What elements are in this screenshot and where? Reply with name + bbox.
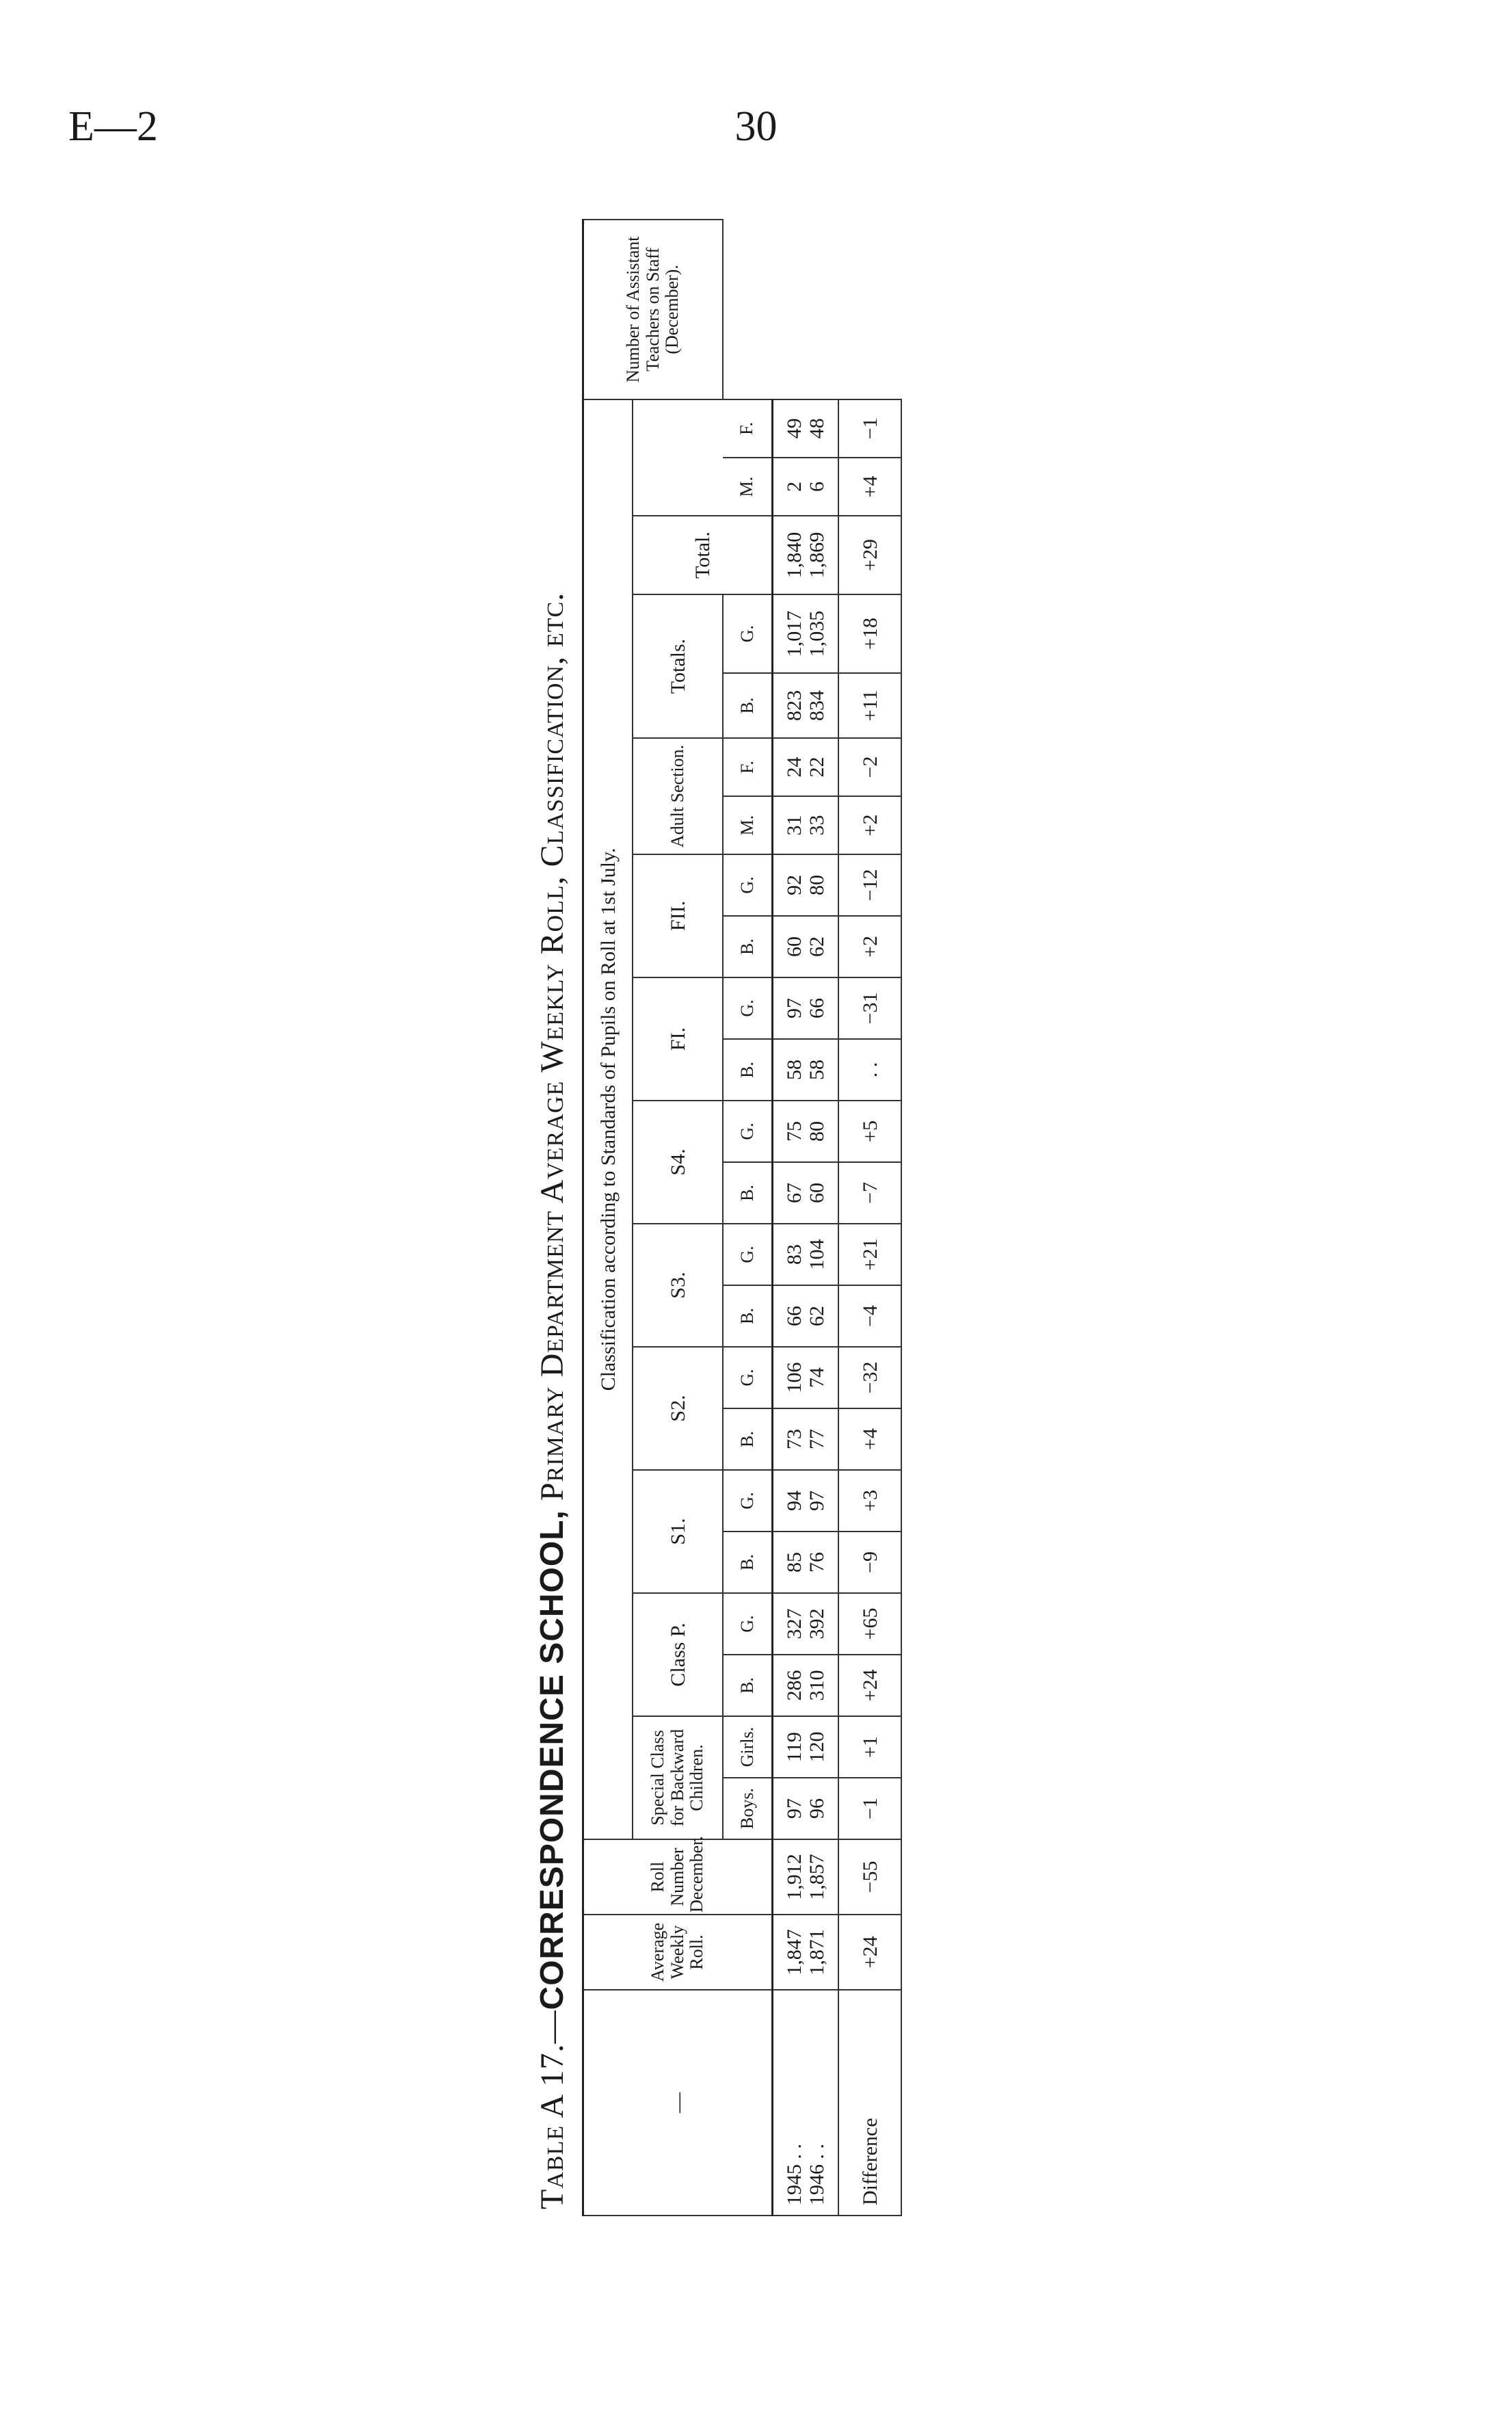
table-cell: −12 <box>838 854 901 916</box>
header-class-p-g: G. <box>723 1593 773 1655</box>
table-cell: 62 <box>806 916 838 977</box>
header-totals: Totals. <box>633 594 723 738</box>
table-cell: 1,840 <box>773 516 806 594</box>
header-s4-g: G. <box>723 1101 773 1162</box>
header-s2-g: G. <box>723 1347 773 1408</box>
table-cell: 74 <box>806 1347 838 1408</box>
table-cell: −32 <box>838 1347 901 1408</box>
table-cell: +29 <box>838 516 901 594</box>
page-code: E—2 <box>68 103 158 150</box>
header-totals-b: B. <box>723 673 773 738</box>
table-cell: . . <box>838 1039 901 1101</box>
header-roll-number-december: Roll Number December. <box>583 1839 773 1915</box>
table-cell: 60 <box>806 1162 838 1224</box>
rotated-table-block <box>533 219 1012 2216</box>
table-cell: 49 <box>773 399 806 458</box>
table-row <box>838 220 901 2216</box>
header-avg-weekly-roll: Average Weekly Roll. <box>583 1915 773 1990</box>
table-cell: 33 <box>806 796 838 854</box>
table-cell: +24 <box>838 1655 901 1716</box>
table-cell: +1 <box>838 1716 901 1778</box>
table-cell: 31 <box>773 796 806 854</box>
table-cell: 119 <box>773 1716 806 1778</box>
header-f1-g: G. <box>723 977 773 1039</box>
table-cell: 97 <box>773 1778 806 1839</box>
table-cell: 80 <box>806 1101 838 1162</box>
table-cell: −55 <box>838 1839 901 1915</box>
table-row <box>773 220 806 2216</box>
table-cell: 1,871 <box>806 1915 838 1990</box>
table-cell: 310 <box>806 1655 838 1716</box>
table-cell: 1,869 <box>806 516 838 594</box>
table-cell: +24 <box>838 1915 901 1990</box>
table-cell: −31 <box>838 977 901 1039</box>
table-cell: 834 <box>806 673 838 738</box>
table-cell: 80 <box>806 854 838 916</box>
table-cell: 392 <box>806 1593 838 1655</box>
table-cell: +4 <box>838 458 901 516</box>
table-cell: 97 <box>773 977 806 1039</box>
title-prefix: Table A 17.— <box>534 2010 570 2209</box>
header-classification: Classification according to Standards of Pupils on Roll at 1st July. <box>583 399 633 1839</box>
table-cell: 120 <box>806 1716 838 1778</box>
table-cell: 106 <box>773 1347 806 1408</box>
table-cell: 66 <box>773 1285 806 1347</box>
header-s1: S1. <box>633 1470 723 1593</box>
table-cell: 75 <box>773 1101 806 1162</box>
table-cell: 97 <box>806 1470 838 1532</box>
table-cell: 58 <box>806 1039 838 1101</box>
table-cell: +2 <box>838 916 901 977</box>
header-s2-b: B. <box>723 1408 773 1470</box>
table-cell: 1,017 <box>773 594 806 673</box>
table-cell: −1 <box>838 1778 901 1839</box>
table-cell: 1,035 <box>806 594 838 673</box>
table-cell: 92 <box>773 854 806 916</box>
table-cell: 823 <box>773 673 806 738</box>
table-cell: +2 <box>838 796 901 854</box>
table-cell: 94 <box>773 1470 806 1532</box>
header-class-p-b: B. <box>723 1655 773 1716</box>
header-adult-m: M. <box>723 796 773 854</box>
table-cell: 66 <box>806 977 838 1039</box>
table-cell: 67 <box>773 1162 806 1224</box>
row-label: 1946 . . <box>806 1990 838 2216</box>
table-cell: 96 <box>806 1778 838 1839</box>
table-cell: 286 <box>773 1655 806 1716</box>
table-cell: 48 <box>806 399 838 458</box>
header-totals-g: G. <box>723 594 773 673</box>
table-title <box>533 219 571 2209</box>
table-cell: 1,912 <box>773 1839 806 1915</box>
table-cell: 62 <box>806 1285 838 1347</box>
header-s2: S2. <box>633 1347 723 1470</box>
table-cell: 104 <box>806 1224 838 1285</box>
header-f1: FI. <box>633 977 723 1101</box>
header-f1-b: B. <box>723 1039 773 1101</box>
header-girls: Girls. <box>723 1716 773 1778</box>
table-cell: 1,857 <box>806 1839 838 1915</box>
table-cell: 2 <box>773 458 806 516</box>
table-cell: +4 <box>838 1408 901 1470</box>
header-blank: — <box>583 1990 773 2216</box>
table-cell: +21 <box>838 1224 901 1285</box>
row-label: 1945 . . <box>773 1990 806 2216</box>
table-cell: 77 <box>806 1408 838 1470</box>
header-f2: FII. <box>633 854 723 977</box>
table-cell: 22 <box>806 738 838 796</box>
title-main: CORRESPONDENCE SCHOOL, <box>534 1510 570 2010</box>
table-cell: −1 <box>838 399 901 458</box>
table-cell: 327 <box>773 1593 806 1655</box>
table-cell: 83 <box>773 1224 806 1285</box>
header-special-class: Special Class for Backward Children. <box>633 1716 723 1839</box>
header-assistant-teachers: Number of Assistant Teachers on Staff (December). <box>583 220 724 399</box>
table-cell: 6 <box>806 458 838 516</box>
table-cell: 24 <box>773 738 806 796</box>
table-cell: 76 <box>806 1532 838 1593</box>
table-cell: −2 <box>838 738 901 796</box>
header-boys: Boys. <box>723 1778 773 1839</box>
header-s3-g: G. <box>723 1224 773 1285</box>
table-cell: +65 <box>838 1593 901 1655</box>
header-f2-g: G. <box>723 854 773 916</box>
table-cell: −9 <box>838 1532 901 1593</box>
table-cell: +11 <box>838 673 901 738</box>
table-cell: 1,847 <box>773 1915 806 1990</box>
header-s3: S3. <box>633 1224 723 1347</box>
table-row <box>806 220 838 2216</box>
header-s4-b: B. <box>723 1162 773 1224</box>
header-teachers-m: M. <box>723 458 773 516</box>
table-cell: 73 <box>773 1408 806 1470</box>
classification-table <box>582 219 902 2216</box>
header-adult-section: Adult Section. <box>633 738 723 854</box>
header-class-p: Class P. <box>633 1593 723 1716</box>
header-f2-b: B. <box>723 916 773 977</box>
header-adult-f: F. <box>723 738 773 796</box>
table-cell: −7 <box>838 1162 901 1224</box>
table-cell: +3 <box>838 1470 901 1532</box>
header-s1-g: G. <box>723 1470 773 1532</box>
table-cell: 58 <box>773 1039 806 1101</box>
header-s4: S4. <box>633 1101 723 1224</box>
table-cell: +5 <box>838 1101 901 1162</box>
table-cell: −4 <box>838 1285 901 1347</box>
table-cell: +18 <box>838 594 901 673</box>
page-number: 30 <box>734 103 778 150</box>
header-s3-b: B. <box>723 1285 773 1347</box>
row-label: Difference <box>838 1990 901 2216</box>
header-total: Total. <box>633 516 773 594</box>
table-cell: 60 <box>773 916 806 977</box>
table-cell: 85 <box>773 1532 806 1593</box>
header-s1-b: B. <box>723 1532 773 1593</box>
header-teachers-f: F. <box>723 399 773 458</box>
title-rest: Primary Department Average Weekly Roll, Classification, etc. <box>534 592 570 1510</box>
